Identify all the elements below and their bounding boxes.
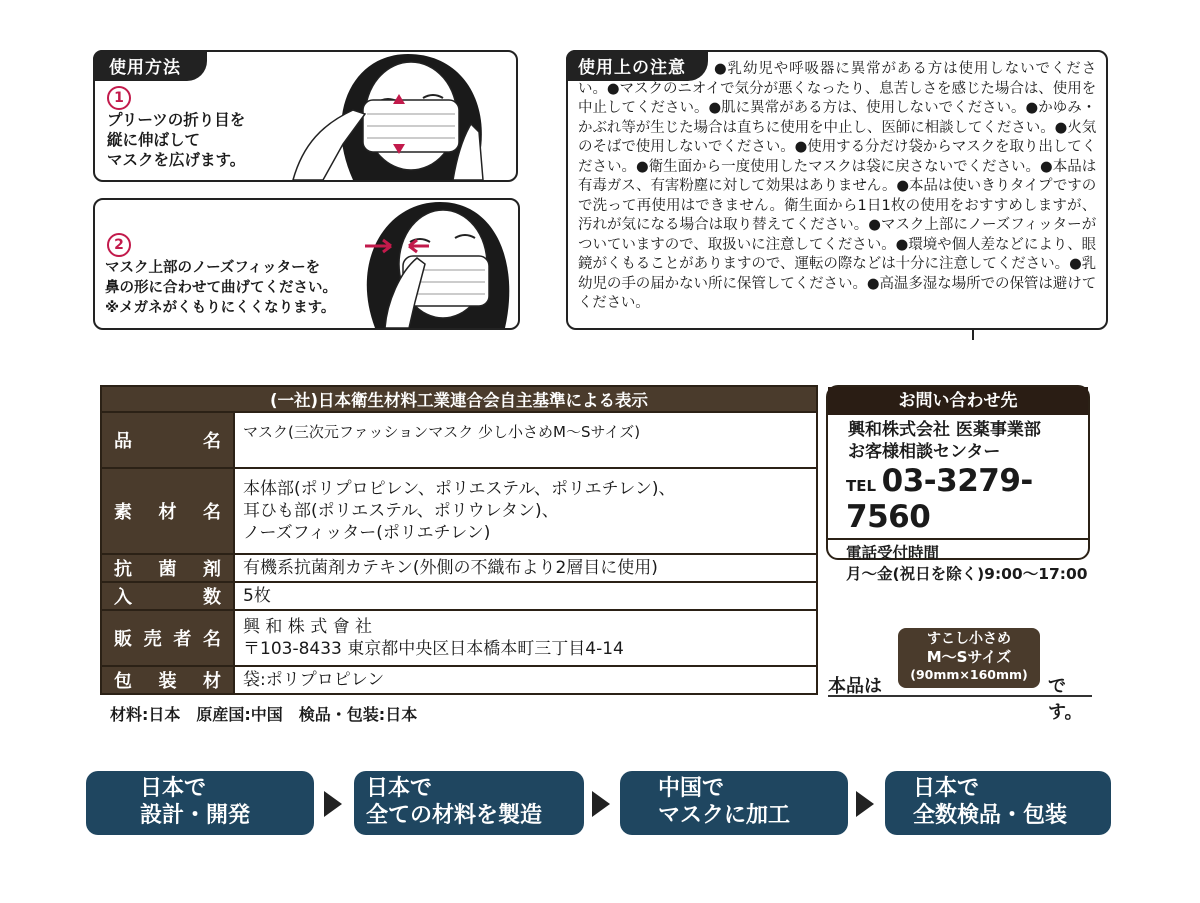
size-badge-line3: (90mm×160mm) [910,667,1028,682]
size-underline [828,695,1092,697]
flow-step-design: 日本で 設計・開発 [86,771,314,835]
contact-heading: お問い合わせ先 [828,387,1088,415]
spec-value: 本体部(ポリプロピレン、ポリエステル、ポリエチレン)、 耳ひも部(ポリエステル、ポリウレタン)、 ノーズフィッター(ポリエチレン) [234,468,817,554]
step2-number: 2 [107,233,131,257]
spec-heading: (一社)日本衛生材料工業連合会自主基準による表示 [101,386,817,412]
spec-value: マスク(三次元ファッションマスク 少し小さめM〜Sサイズ) [234,412,817,468]
caution-box [566,50,1108,330]
size-badge-line2: M〜Sサイズ [926,648,1012,666]
flow-arrow-icon [592,791,610,817]
caution-text: ●乳幼児や呼吸器に異常がある方は使用しないでください。●マスクのニオイで気分が悪くなったり、息苦しさを感じた場合は、使用を中止してください。●肌に異常がある方は、使用しないでください。●かゆみ・かぶれ等が生じた場合は直ちに使用を中止し、医師に相談してください。●火気のそばで使用しないでください。●使用する分だけ袋からマスクを取り出してください。●衛生面から一度使用したマスクは袋に戻さないでください。●本品は有毒ガス、有害粉塵に対して効果はありません。●本品は使いきりタイプですので洗って再使用はできません。衛生面から1日1枚の使用をおすすめしますが、汚れが気になる場合は取り替えてください。●マスク上部にノーズフィッターがついていますので、取扱いに注意してください。●環境や個人差などにより、眼鏡がくもることがありますので、運転の際などは十分に注意してください。●乳幼児の手の届かない所に保管してください。●高温多湿な場所での保管は避けてください。 [578,61,1096,311]
contact-box [826,385,1090,583]
spec-value: 興 和 株 式 會 社 〒103-8433 東京都中央区日本橋本町三丁目4-14 [234,610,817,666]
tel-number[interactable]: 03-3279-7560 [846,463,1033,535]
spec-label: 包装材 [101,666,234,694]
size-badge [898,628,1040,688]
step2-text: マスク上部のノーズフィッターを 鼻の形に合わせて曲げてください。 ※メガネがくもりにくくなります。 [105,260,337,316]
usage-step2-box [93,198,520,330]
spec-label: 品名 [101,412,234,468]
spec-label: 抗菌剤 [101,554,234,582]
size-prefix: 本品は [828,676,882,697]
flow-step-materials: 日本で 全ての材料を製造 [354,771,584,835]
flow-step-processing: 中国で マスクに加工 [620,771,848,835]
size-suffix: です。 [1048,676,1083,723]
usage-title: 使用方法 [93,50,207,81]
spec-table [100,385,818,695]
divider-tick [972,330,974,340]
spec-value: 有機系抗菌剤カテキン(外側の不織布より2層目に使用) [234,554,817,582]
usage-step1-box [93,50,518,182]
contact-hours: 電話受付時間 月〜金(祝日を除く)9:00〜17:00 [846,544,1088,583]
spec-value: 袋:ポリプロピレン [234,666,817,694]
flow-arrow-icon [856,791,874,817]
origin-line: 材料:日本 原産国:中国 検品・包装:日本 [110,705,418,724]
nose-fitter-illustration-icon [345,202,517,328]
caution-title: 使用上の注意 [566,50,708,81]
spec-value: 5枚 [234,582,817,610]
contact-tel [828,463,1088,535]
tel-label: TEL [846,477,877,495]
contact-company: 興和株式会社 医薬事業部 お客様相談センター [848,420,1041,462]
step1-number: 1 [107,86,131,110]
spec-label: 入数 [101,582,234,610]
spec-label: 素材名 [101,468,234,554]
size-statement [828,628,1092,723]
mask-unfold-illustration-icon [283,54,515,180]
flow-arrow-icon [324,791,342,817]
step1-text: プリーツの折り目を 縦に伸ばして マスクを広げます。 [107,111,246,169]
size-badge-line1: すこし小さめ [927,631,1011,647]
spec-label: 販売者名 [101,610,234,666]
flow-step-inspection: 日本で 全数検品・包装 [885,771,1111,835]
